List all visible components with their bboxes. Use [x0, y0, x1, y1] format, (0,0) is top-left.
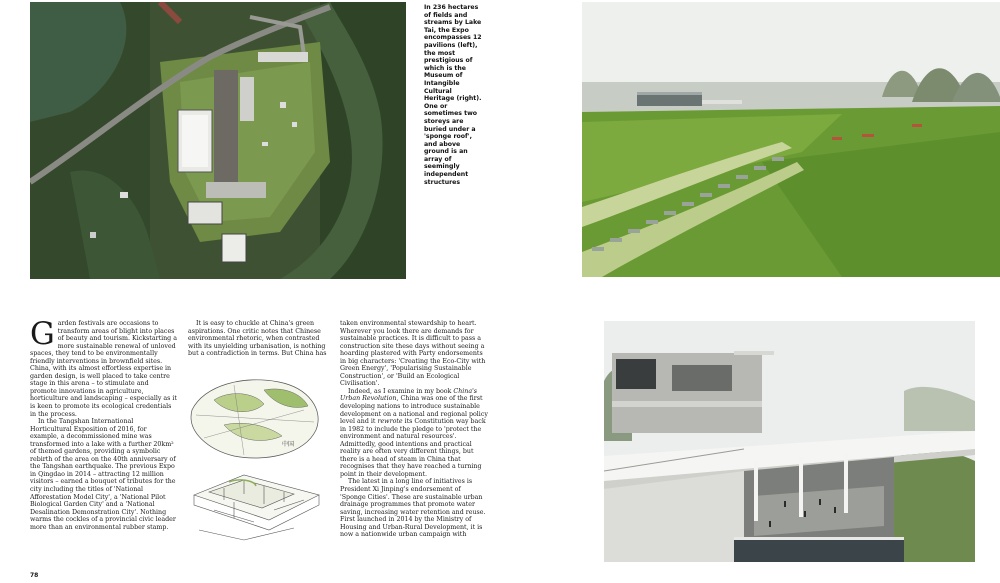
column-3-paragraph-2: Indeed, as I examine in my book China's Urban Revolution, China was one of the first developing nations to introduce sustainable development on a national and regional policy level and it rewrote its Constitution way back in 1982 to include the pledge to 'protect the environment and natural resources'. Admittedly, good intentions and practical reality are often very different things, but there is a head of steam in China that recognises that they have reached a turning point in their development.	[340, 387, 488, 478]
column-1-paragraph-1: arden festivals are occasions to transform areas of blight into places of beauty and tourism. Kickstarting a more sustainable renewal of unloved spaces, they tend to be environmentally friendly interventions in brownfield sites. China, with its almost effortless expertise in garden design, is well placed to take centre stage in this arena – to stimulate and promote innovations in agriculture, horticulture and landscaping – especially as it is keen to promote its ecological credentials in the process.	[30, 320, 177, 418]
architect-sketch	[184, 370, 330, 550]
article-column-1	[30, 316, 177, 531]
drop-cap: G	[30, 316, 55, 352]
aerial-photo-image	[30, 2, 406, 279]
meadow-photo	[582, 2, 1000, 277]
meadow-photo-image	[582, 2, 1000, 277]
aerial-photo	[30, 2, 406, 279]
museum-photo	[604, 321, 975, 562]
column-1-paragraph-2: In the Tangshan International Horticultural Exposition of 2016, for example, a decommissioned mine was transformed into a lake with a further 20km² of themed gardens, providing a symbolic rebirth of the area on the 40th anniversary of the Tangshan earthquake. The previous Expo in Qingdao in 2014 – attracting 12 million visitors – earned a bouquet of tributes for the city including the titles of 'National Afforestation Model City', a 'National Pilot Biological Garden City' and a 'National Desalination Demonstration City'. Nothing warms the cockles of a provincial civic leader more than an environmental rubber stamp.	[30, 418, 176, 531]
museum-photo-image	[604, 321, 975, 562]
article-column-3	[340, 320, 488, 539]
page-number: 78	[30, 572, 39, 579]
column-3-paragraph-3: The latest in a long line of initiatives is President Xi Jinping's endorsement of 'Sponge Cities'. These are sustainable urban drainage programmes that promote water saving, increasing water retention and reuse. First launched in 2014 by the Ministry of Housing and Urban-Rural Development, it is now a nationwide urban campaign with	[340, 478, 486, 539]
column-2-paragraph-1: It is easy to chuckle at China's green aspirations. One critic notes that Chinese environmental rhetoric, when contrasted with its unyielding urbanisation, is nothing but a contradiction in terms. But China has	[188, 320, 327, 358]
sketch-annotation: 中国	[282, 441, 295, 448]
article-column-2	[188, 320, 334, 358]
sketch-drawing	[184, 370, 330, 550]
column-3-paragraph-1: taken environmental stewardship to heart. Wherever you look there are demands for sustainable practices. It is difficult to pass a construction site these days without seeing a hoarding plastered with Party endorsements in big characters: 'Creating the Eco-City with Green Energy', 'Popularising Sustainable Construction', or 'Build an Ecological Civilisation'.	[340, 320, 486, 388]
photo-caption: In 236 hectares of fields and streams by Lake Tai, the Expo encompasses 12 pavilions (left), the most prestigious of which is the Museum of Intangible Cultural Heritage (right). One or sometimes two storeys are buried under a 'sponge roof', and above ground is an array of seemingly independent structures	[424, 4, 482, 186]
